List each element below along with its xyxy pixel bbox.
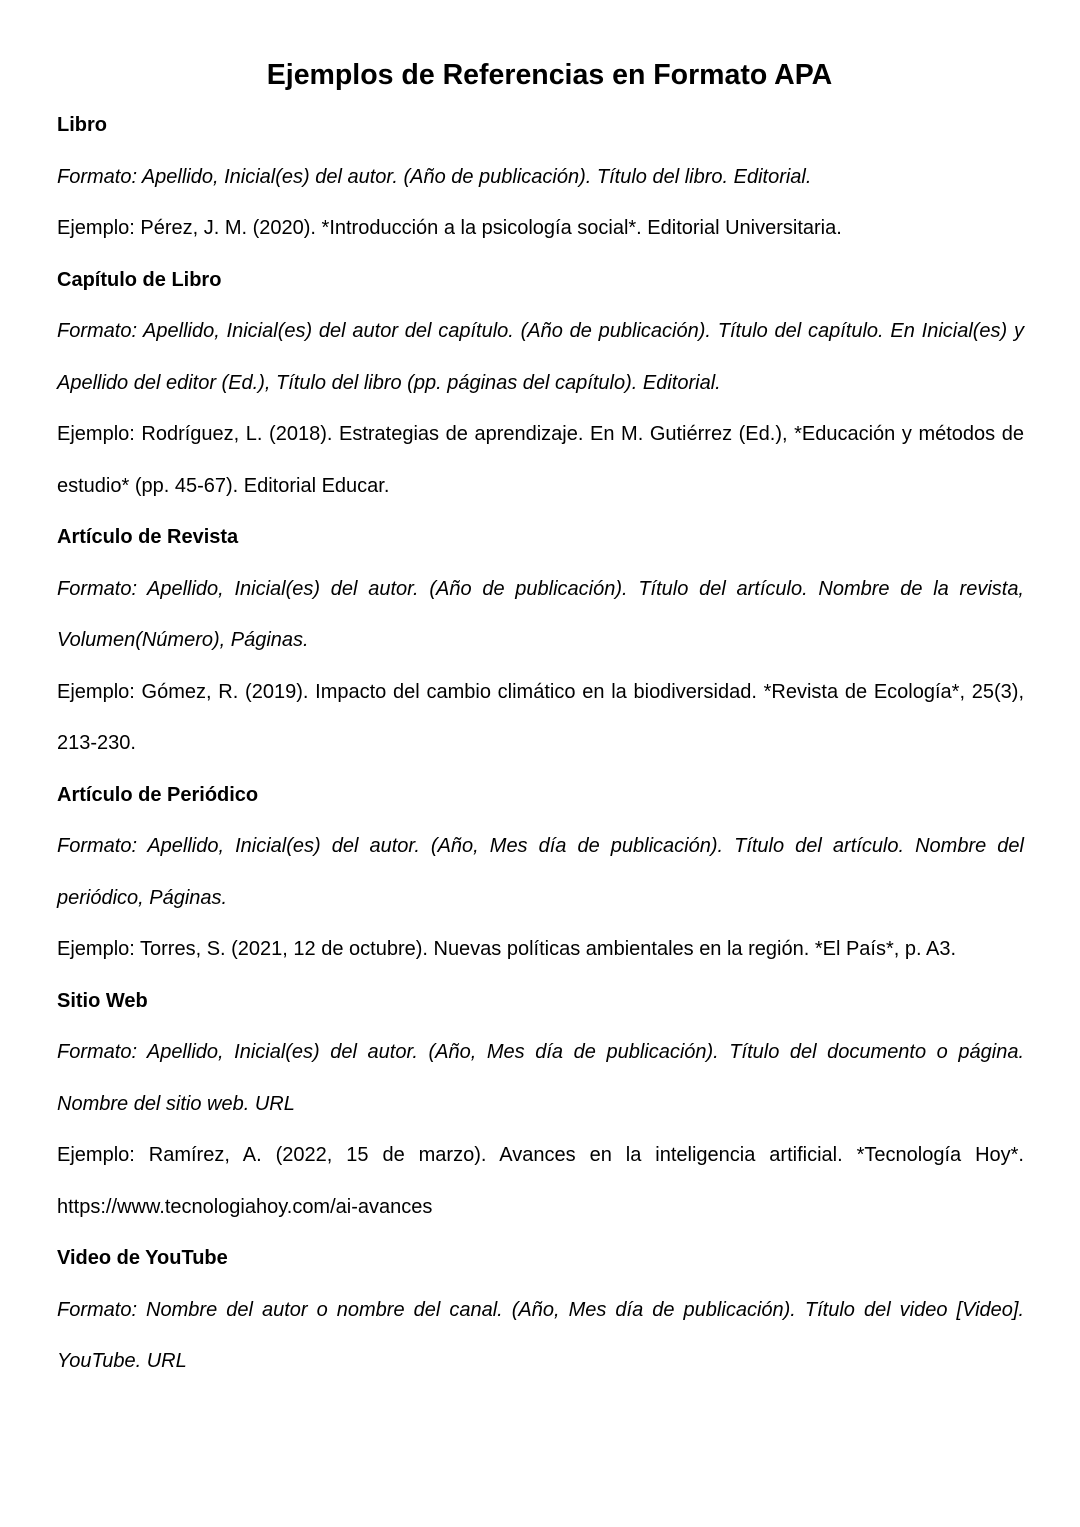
format-text: Formato: Apellido, Inicial(es) del autor. (Año de publicación). Título del artículo. Nombre de la revista, Volumen(Número), Páginas. (57, 577, 1024, 651)
example-text: Ejemplo: Rodríguez, L. (2018). Estrategias de aprendizaje. En M. Gutiérrez (Ed.), *Educación y métodos de estudio* (pp. 45-67). Editorial Educar. (57, 423, 1024, 497)
section-heading: Libro (57, 114, 107, 136)
example-text: Ejemplo: Pérez, J. M. (2020). *Introducción a la psicología social*. Editorial Universitaria. (57, 217, 842, 239)
format-text: Formato: Nombre del autor o nombre del canal. (Año, Mes día de publicación). Título del video [Video]. YouTube. URL (57, 1298, 1024, 1372)
example-text: Ejemplo: Gómez, R. (2019). Impacto del cambio climático en la biodiversidad. *Revista de Ecología*, 25(3), 213-230. (57, 680, 1024, 754)
document-page (57, 50, 1024, 1388)
format-text: Formato: Apellido, Inicial(es) del autor. (Año de publicación). Título del libro. Editorial. (57, 165, 812, 188)
section-articulo-de-revista (57, 512, 1024, 770)
section-capitulo-de-libro (57, 255, 1024, 513)
format-text: Formato: Apellido, Inicial(es) del autor del capítulo. (Año de publicación). Título del capítulo. En Inicial(es) y Apellido del editor (Ed.), Título del libro (pp. páginas del capítulo). Editorial. (57, 320, 1024, 394)
section-heading: Video de YouTube (57, 1247, 228, 1269)
example-text: Ejemplo: Torres, S. (2021, 12 de octubre). Nuevas políticas ambientales en la región. *El País*, p. A3. (57, 938, 957, 960)
section-sitio-web (57, 976, 1024, 1234)
section-heading: Artículo de Revista (57, 526, 239, 548)
section-libro (57, 100, 1024, 255)
page-title: Ejemplos de Referencias en Formato APA (266, 59, 833, 91)
format-text: Formato: Apellido, Inicial(es) del autor. (Año, Mes día de publicación). Título del artículo. Nombre del periódico, Páginas. (57, 835, 1024, 909)
section-articulo-de-periodico (57, 770, 1024, 976)
format-text: Formato: Apellido, Inicial(es) del autor. (Año, Mes día de publicación). Título del documento o página. Nombre del sitio web. URL (57, 1041, 1024, 1115)
section-heading: Sitio Web (57, 989, 148, 1012)
section-video-de-youtube (57, 1233, 1024, 1388)
example-text: Ejemplo: Ramírez, A. (2022, 15 de marzo). Avances en la inteligencia artificial. *Tecnología Hoy*. https://www.tecnologiahoy.com/ai-avances (57, 1144, 1024, 1218)
section-heading: Capítulo de Libro (57, 268, 222, 291)
section-heading: Artículo de Periódico (57, 783, 259, 806)
